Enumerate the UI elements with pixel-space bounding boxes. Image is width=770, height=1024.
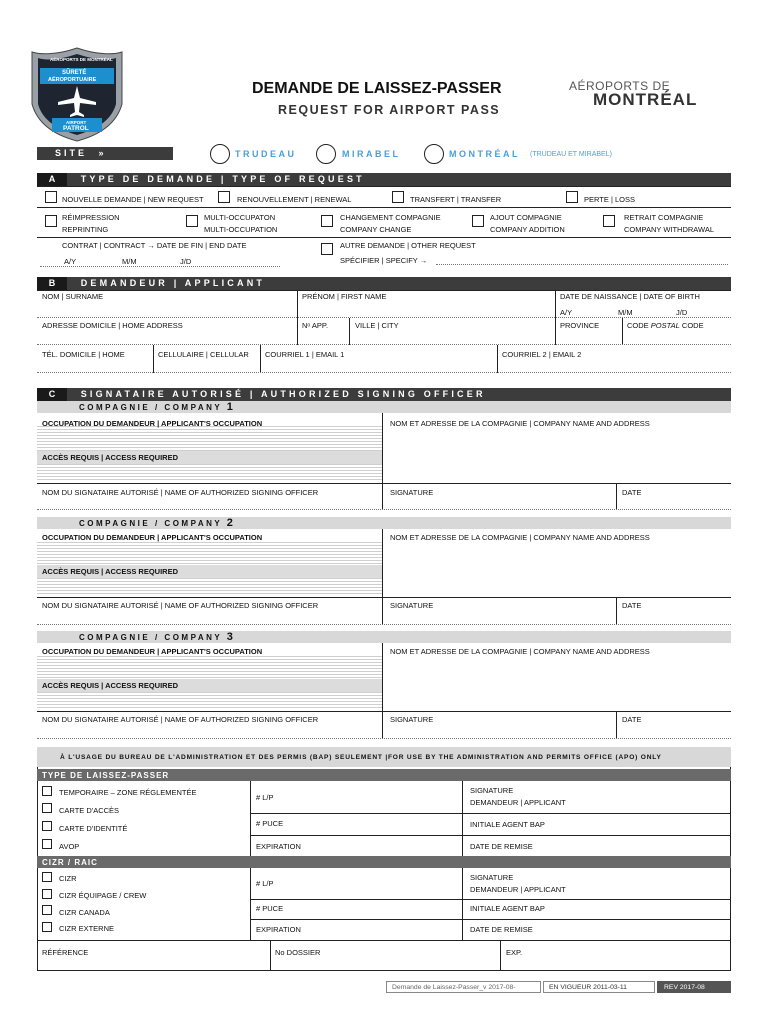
label-change-en: COMPANY CHANGE (340, 225, 412, 234)
cizr-label: CIZR / RAIC (42, 858, 98, 867)
label-loss: PERTE | LOSS (584, 195, 635, 204)
label-specify: SPÉCIFIER | SPECIFY → (340, 256, 428, 265)
company-3-header: COMPAGNIE / COMPANY 3 (37, 631, 731, 643)
access-2-label: ACCÈS REQUIS | ACCESS REQUIRED (42, 567, 179, 576)
lp-label-2: # L/P (256, 879, 274, 888)
site-radio-trudeau[interactable] (210, 144, 230, 164)
lp-label-1: # L/P (256, 793, 274, 802)
company-2-header: COMPAGNIE / COMPANY 2 (37, 517, 731, 529)
title-en: REQUEST FOR AIRPORT PASS (278, 103, 501, 117)
occupation-2-label: OCCUPATION DU DEMANDEUR | APPLICANT'S OCCUPATION (42, 533, 263, 542)
section-b-title: DEMANDEUR | APPLICANT (80, 278, 266, 288)
puce-label-1: # PUCE (256, 819, 284, 828)
dob-mm: M/M (618, 308, 633, 317)
company-name-3-label: NOM ET ADRESSE DE LA COMPAGNIE | COMPANY NAME AND ADDRESS (390, 647, 650, 656)
dob-jd: J/D (676, 308, 688, 317)
section-c-letter: C (37, 388, 67, 401)
address-field[interactable] (37, 344, 731, 345)
signer-3-field[interactable] (37, 738, 731, 739)
checkbox-cizr-canada[interactable] (42, 905, 52, 915)
surname-field[interactable] (37, 317, 731, 318)
label-withdraw-en: COMPANY WITHDRAWAL (624, 225, 715, 234)
expiration-label-2: EXPIRATION (256, 925, 301, 934)
checkbox-access-card[interactable] (42, 803, 52, 813)
label-home-tel: TÉL. DOMICILE | HOME (42, 350, 125, 359)
exp-label: EXP. (506, 948, 523, 957)
checkbox-loss[interactable] (566, 191, 578, 203)
section-c-title: SIGNATAIRE AUTORISÉ | AUTHORIZED SIGNING OFFICER (80, 389, 486, 399)
checkbox-company-add[interactable] (472, 215, 484, 227)
checkbox-temporary[interactable] (42, 786, 52, 796)
contract-ay: A/Y (64, 257, 77, 266)
occupation-3-label: OCCUPATION DU DEMANDEUR | APPLICANT'S OCCUPATION (42, 647, 263, 656)
checkbox-new[interactable] (45, 191, 57, 203)
signer-1-label: NOM DU SIGNATAIRE AUTORISÉ | NAME OF AUTHORIZED SIGNING OFFICER (42, 488, 319, 497)
specify-field[interactable] (436, 264, 728, 265)
logo-bottom: MONTRÉAL (593, 90, 698, 109)
badge-line4: PATROL (63, 125, 89, 132)
badge-line1: SÛRETÉ (62, 70, 87, 76)
checkbox-cizr-crew[interactable] (42, 889, 52, 899)
cizr-option-external: CIZR EXTERNE (59, 924, 115, 933)
sig-fr-2: SIGNATURE (470, 873, 514, 882)
access-3-label: ACCÈS REQUIS | ACCESS REQUIRED (42, 681, 179, 690)
date-2-label: DATE (622, 601, 642, 610)
label-add-fr: AJOUT COMPAGNIE (490, 213, 562, 222)
date-3-label: DATE (622, 715, 642, 724)
label-city: VILLE | CITY (355, 321, 399, 330)
signature-3-label: SIGNATURE (390, 715, 434, 724)
checkbox-id-card[interactable] (42, 821, 52, 831)
company-name-2-label: NOM ET ADRESSE DE LA COMPAGNIE | COMPANY NAME AND ADDRESS (390, 533, 650, 542)
airport-patrol-badge (30, 46, 124, 142)
cizr-option-cizr: CIZR (59, 874, 77, 883)
label-dob: DATE DE NAISSANCE | DATE OF BIRTH (560, 292, 700, 301)
label-email1: COURRIEL 1 | EMAIL 1 (265, 350, 345, 359)
pass-option-access-card: CARTE D'ACCÈS (59, 806, 120, 815)
label-transfer: TRANSFERT | TRANSFER (410, 195, 502, 204)
expiration-label-1: EXPIRATION (256, 842, 301, 851)
site-radio-mirabel[interactable] (316, 144, 336, 164)
date-remise-label-2: DATE DE REMISE (470, 925, 533, 934)
contract-date-field[interactable] (40, 266, 280, 267)
site-label-mirabel: MIRABEL (342, 149, 401, 159)
label-firstname: PRÉNOM | FIRST NAME (302, 292, 387, 301)
signer-2-field[interactable] (37, 624, 731, 625)
cizr-option-canada: CIZR CANADA (59, 908, 110, 917)
amt-logo (569, 80, 735, 110)
checkbox-renewal[interactable] (218, 191, 230, 203)
checkbox-cizr-external[interactable] (42, 922, 52, 932)
site-montreal-note: (TRUDEAU ET MIRABEL) (530, 151, 612, 158)
occupation-1-label: OCCUPATION DU DEMANDEUR | APPLICANT'S OCCUPATION (42, 419, 263, 428)
company-name-1-label: NOM ET ADRESSE DE LA COMPAGNIE | COMPANY NAME AND ADDRESS (390, 419, 650, 428)
label-multi-fr: MULTI-OCCUPATON (204, 213, 276, 222)
label-other: AUTRE DEMANDE | OTHER REQUEST (340, 241, 476, 250)
checkbox-reprint[interactable] (45, 215, 57, 227)
label-apt: Nᵒ APP. (302, 321, 329, 330)
date-1-label: DATE (622, 488, 642, 497)
date-remise-label-1: DATE DE REMISE (470, 842, 533, 851)
puce-label-2: # PUCE (256, 904, 284, 913)
contract-mm: M/M (122, 257, 137, 266)
label-add-en: COMPANY ADDITION (490, 225, 565, 234)
company-1-header: COMPAGNIE / COMPANY 1 (37, 401, 731, 413)
sig-en-1: DEMANDEUR | APPLICANT (470, 798, 566, 807)
footer-version-text: Demande de Laissez-Passer_v 2017-08- (392, 984, 516, 991)
apo-heading-text: À L'USAGE DU BUREAU DE L'ADMINISTRATION ET DES PERMIS (BAP) SEULEMENT |FOR USE BY THE ADMINISTRATION AND PERMITS OFFICE (APO) ONLY (60, 754, 662, 761)
section-c-bar (37, 388, 731, 401)
site-bar (37, 147, 173, 160)
label-contract: CONTRAT | CONTRACT → DATE DE FIN | END DATE (62, 241, 247, 250)
checkbox-company-change[interactable] (321, 215, 333, 227)
label-new: NOUVELLE DEMANDE | NEW REQUEST (62, 195, 204, 204)
pass-type-label: TYPE DE LAISSEZ-PASSER (42, 771, 170, 780)
label-withdraw-fr: RETRAIT COMPAGNIE (624, 213, 704, 222)
signer-3-label: NOM DU SIGNATAIRE AUTORISÉ | NAME OF AUTHORIZED SIGNING OFFICER (42, 715, 319, 724)
site-label-montreal: MONTRÉAL (449, 149, 520, 159)
title-fr: DEMANDE DE LAISSEZ-PASSER (252, 80, 502, 97)
contract-jd: J/D (180, 257, 192, 266)
section-a-title: TYPE DE DEMANDE | TYPE OF REQUEST (80, 174, 365, 184)
access-1-label: ACCÈS REQUIS | ACCESS REQUIRED (42, 453, 179, 462)
site-label: SITE (55, 148, 88, 158)
section-b-bar (37, 277, 731, 290)
label-address: ADRESSE DOMICILE | HOME ADDRESS (42, 321, 183, 330)
reference-label: RÉFÉRENCE (42, 948, 89, 957)
site-radio-montreal[interactable] (424, 144, 444, 164)
phone-field[interactable] (37, 372, 731, 373)
cizr-bar (37, 856, 731, 868)
badge-top-text: AÉROPORTS DE MONTRÉAL (50, 57, 113, 62)
signer-2-label: NOM DU SIGNATAIRE AUTORISÉ | NAME OF AUTHORIZED SIGNING OFFICER (42, 601, 319, 610)
badge-line3: AIRPORT (66, 120, 87, 125)
checkbox-company-withdraw[interactable] (603, 215, 615, 227)
cizr-option-crew: CIZR ÉQUIPAGE / CREW (59, 891, 147, 900)
agent-label-2: INITIALE AGENT BAP (470, 904, 545, 913)
label-province: PROVINCE (560, 321, 600, 330)
label-surname: NOM | SURNAME (42, 292, 104, 301)
label-multi-en: MULTI-OCCUPATION (204, 225, 278, 234)
section-b-letter: B (37, 277, 67, 290)
label-reprint-fr: RÉIMPRESSION (62, 213, 120, 222)
checkbox-cizr[interactable] (42, 872, 52, 882)
sig-en-2: DEMANDEUR | APPLICANT (470, 885, 566, 894)
badge-line2: AÉROPORTUAIRE (48, 77, 97, 83)
pass-option-temporary: TEMPORAIRE – ZONE RÉGLEMENTÉE (59, 788, 197, 797)
sig-fr-1: SIGNATURE (470, 786, 514, 795)
label-change-fr: CHANGEMENT COMPAGNIE (340, 213, 441, 222)
checkbox-avop[interactable] (42, 839, 52, 849)
checkbox-transfer[interactable] (392, 191, 404, 203)
pass-option-avop: AVOP (59, 842, 80, 851)
label-renewal: RENOUVELLEMENT | RENEWAL (237, 195, 352, 204)
footer-rev-text: REV 2017-08 (664, 984, 705, 991)
agent-label-1: INITIALE AGENT BAP (470, 820, 545, 829)
dossier-label: No DOSSIER (275, 948, 321, 957)
label-reprint-en: REPRINTING (62, 225, 109, 234)
site-label-trudeau: TRUDEAU (235, 149, 297, 159)
site-arrows: » (98, 148, 107, 158)
logo-top: AÉROPORTS DE (569, 79, 671, 93)
checkbox-other[interactable] (321, 243, 333, 255)
signature-2-label: SIGNATURE (390, 601, 434, 610)
signer-1-field[interactable] (37, 509, 731, 510)
label-cell: CELLULAIRE | CELLULAR (158, 350, 249, 359)
checkbox-multi[interactable] (186, 215, 198, 227)
label-postal: CODE POSTAL CODE (627, 321, 704, 330)
dob-ay: A/Y (560, 308, 573, 317)
pass-option-id-card: CARTE D'IDENTITÉ (59, 824, 128, 833)
label-email2: COURRIEL 2 | EMAIL 2 (502, 350, 582, 359)
section-a-letter: A (37, 173, 67, 186)
signature-1-label: SIGNATURE (390, 488, 434, 497)
section-a-bar (37, 173, 731, 186)
footer-effective-text: EN VIGUEUR 2011-03-11 (549, 984, 627, 991)
